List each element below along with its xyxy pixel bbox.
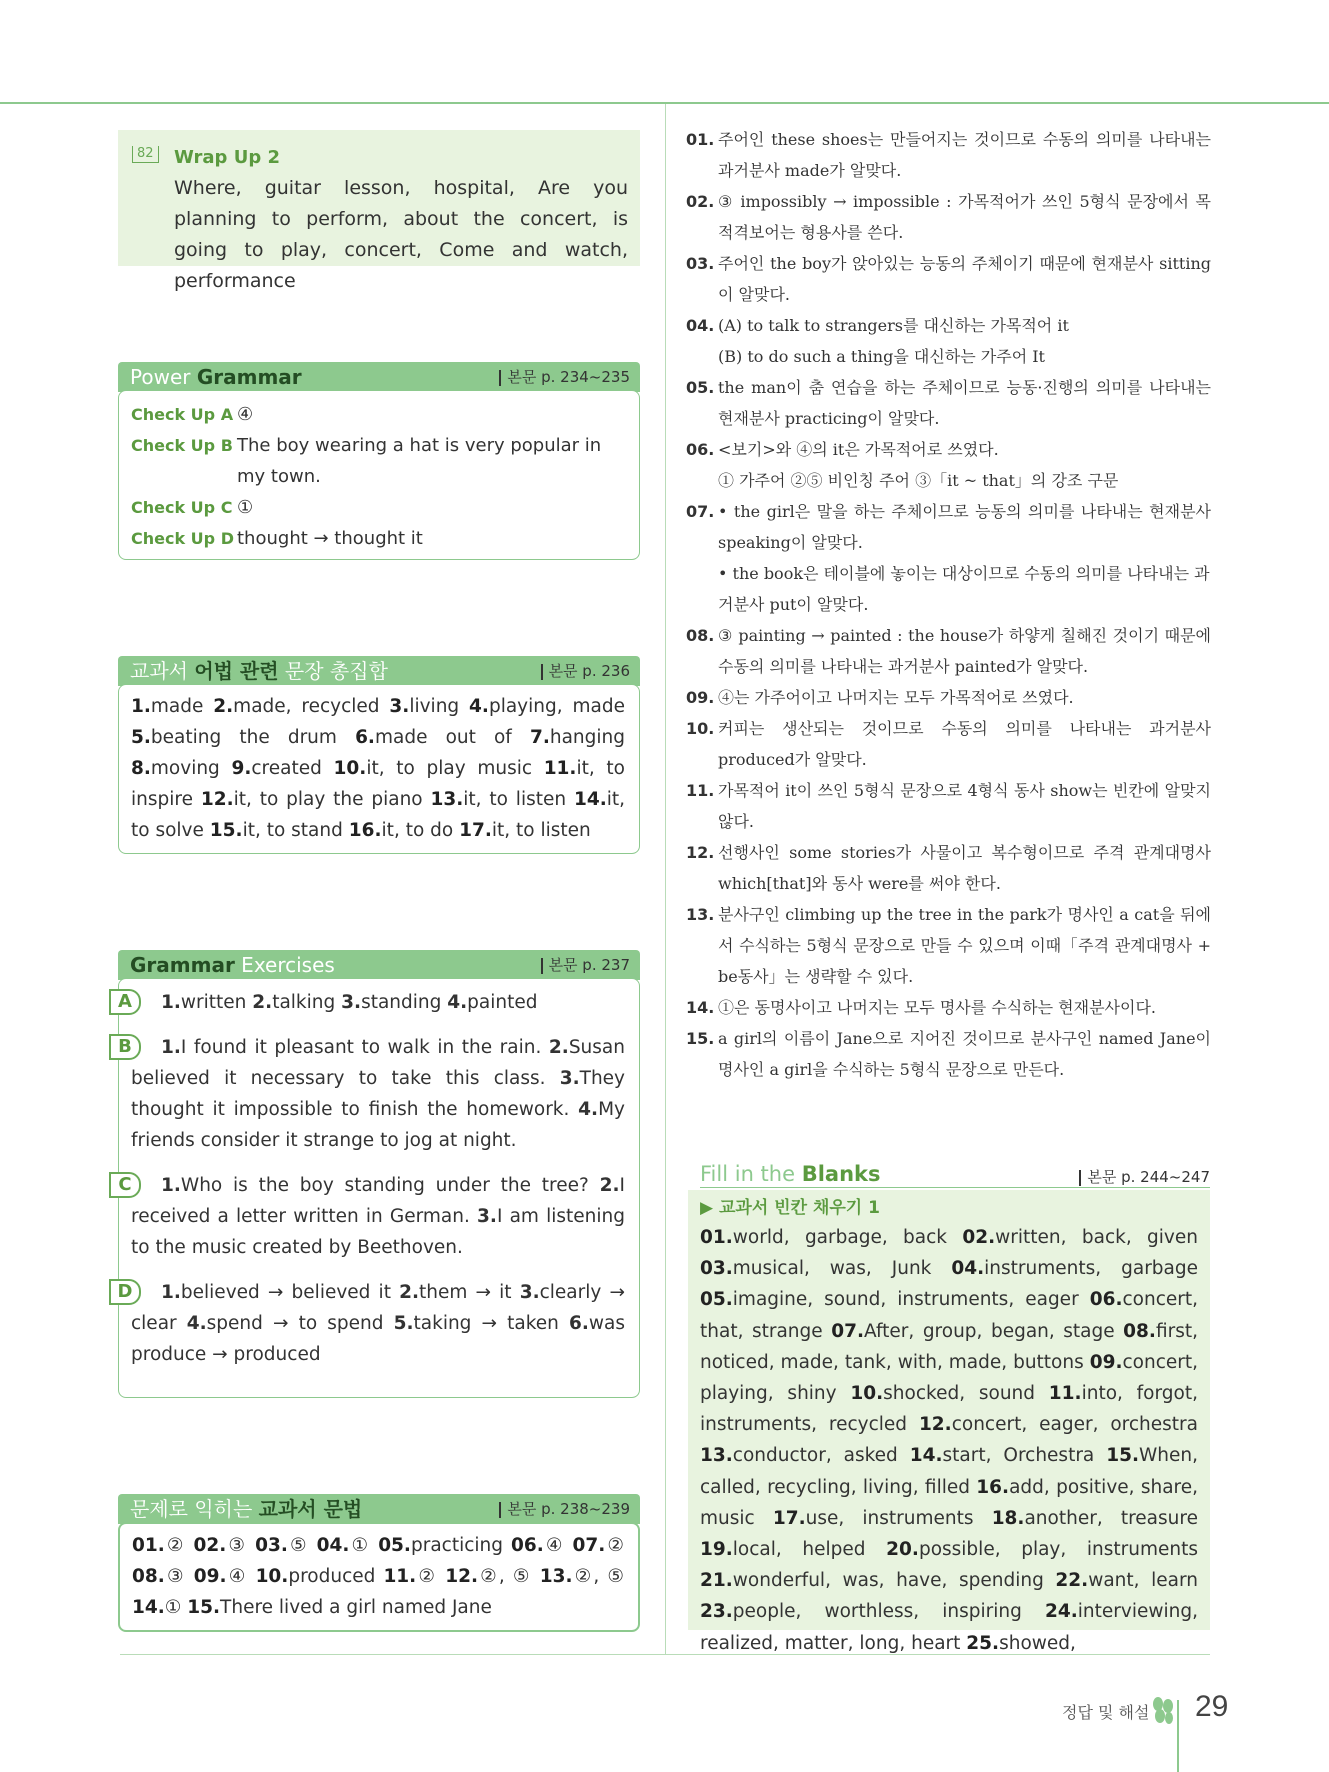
answer-number: 24. bbox=[1045, 1601, 1078, 1623]
answer-text: taking → taken bbox=[413, 1313, 559, 1334]
answer-number: 20. bbox=[886, 1539, 919, 1561]
explanation-item bbox=[686, 1023, 1211, 1085]
answer-text: ⑤ bbox=[287, 1535, 309, 1556]
wrap-up-text: Where, guitar lesson, hospital, Are you planning to perform, about the concert, is going to play, concert, Come and watch, performance bbox=[174, 177, 628, 292]
answer-text: imagine, sound, instruments, eager bbox=[732, 1289, 1079, 1311]
explanation-number: 04. bbox=[686, 316, 715, 335]
answer-number: 4. bbox=[578, 1099, 599, 1120]
page-number: 29 bbox=[1195, 1690, 1229, 1723]
header-title-a: 교과서 bbox=[130, 659, 195, 683]
problem-grammar-box bbox=[118, 1522, 640, 1632]
header-title-a: Power bbox=[130, 365, 197, 389]
explanation-text: 주어인 these shoes는 만들어지는 것이므로 수동의 의미를 나타내는 과거분사 made가 알맞다. bbox=[718, 130, 1211, 180]
subtitle-text: 교과서 빈칸 채우기 1 bbox=[719, 1198, 880, 1218]
answer-number: 15. bbox=[209, 820, 243, 841]
answer-text: people, worthless, inspiring bbox=[732, 1601, 1022, 1623]
answer-number: 10. bbox=[333, 758, 367, 779]
answer-number: 03. bbox=[255, 1535, 288, 1556]
badge-d: D bbox=[109, 1279, 141, 1305]
answer-text: ② bbox=[605, 1535, 624, 1556]
answer-number: 6. bbox=[355, 727, 375, 748]
answer-number: 8. bbox=[131, 758, 151, 779]
explanation-text: ④는 가주어이고 나머지는 모두 가목적어로 쓰였다. bbox=[718, 688, 1074, 707]
answer-number: 21. bbox=[700, 1570, 733, 1592]
answer-number: 08. bbox=[132, 1566, 165, 1587]
explanation-number: 06. bbox=[686, 440, 715, 459]
answer-text: Susan believed it necessary to take this class. bbox=[131, 1037, 625, 1089]
answer-number: 5. bbox=[393, 1313, 414, 1334]
answer-number: 4. bbox=[447, 992, 468, 1013]
answer-number: 3. bbox=[389, 696, 410, 717]
answer-number: 25. bbox=[966, 1632, 1000, 1654]
answer-number: 02. bbox=[193, 1535, 227, 1556]
explanation-text: • the girl은 말을 하는 주체이므로 능동의 의미를 나타내는 현재분사 speaking이 알맞다. bbox=[718, 502, 1211, 552]
answer-number: 13. bbox=[539, 1566, 573, 1587]
explanation-item bbox=[686, 837, 1211, 899]
fill-blanks-answers bbox=[700, 1222, 1198, 1659]
answer-text: believed → believed it bbox=[180, 1282, 391, 1303]
answer-text: hanging bbox=[549, 727, 625, 748]
header-title-b: Blanks bbox=[801, 1162, 881, 1186]
answer-number: 14. bbox=[573, 789, 607, 810]
answer-text: My friends consider it strange to jog at night. bbox=[131, 1099, 625, 1151]
answer-text: ① bbox=[164, 1597, 182, 1618]
answer-text: painted bbox=[467, 992, 538, 1013]
answer-text: ④ bbox=[226, 1566, 248, 1587]
check-up-label: Check Up D bbox=[131, 529, 234, 548]
textbook-grammar-answers bbox=[119, 685, 639, 854]
explanations-list bbox=[686, 124, 1211, 1085]
answer-text: ②, ⑤ bbox=[478, 1566, 532, 1587]
answer-number: 10. bbox=[255, 1566, 289, 1587]
answer-number: 08. bbox=[1123, 1320, 1156, 1342]
explanation-item bbox=[686, 248, 1211, 310]
explanation-number: 05. bbox=[686, 378, 715, 397]
explanation-item bbox=[686, 713, 1211, 775]
answer-text: showed, bbox=[999, 1632, 1076, 1654]
answer-text: was produce → produced bbox=[131, 1313, 625, 1365]
answer-text: created bbox=[251, 758, 322, 779]
explanation-number: 14. bbox=[686, 998, 715, 1017]
answer-number: 04. bbox=[316, 1535, 350, 1556]
explanation-number: 08. bbox=[686, 626, 715, 645]
header-title-b: Grammar bbox=[196, 365, 302, 389]
answer-number: 1. bbox=[161, 1282, 181, 1303]
answer-text: living bbox=[409, 696, 460, 717]
answer-text: ① bbox=[349, 1535, 371, 1556]
answer-text: ②, ⑤ bbox=[572, 1566, 624, 1587]
answer-text: into, forgot, instruments, recycled bbox=[700, 1383, 1198, 1436]
explanation-item bbox=[686, 310, 1211, 341]
answer-number: 15. bbox=[1106, 1445, 1139, 1467]
exercise-a bbox=[119, 987, 639, 1018]
answer-number: 11. bbox=[543, 758, 577, 779]
explanation-text: the man이 춤 연습을 하는 주체이므로 능동·진행의 의미를 나타내는 현재분사 practicing이 알맞다. bbox=[718, 378, 1211, 428]
check-up-label: Check Up C bbox=[131, 498, 233, 517]
answer-number: 14. bbox=[909, 1445, 943, 1467]
answer-number: 07. bbox=[572, 1535, 606, 1556]
answer-text: concert, playing, shiny bbox=[700, 1351, 1198, 1405]
header-title-b: 교과서 문법 bbox=[258, 1497, 363, 1521]
explanation-number: 09. bbox=[686, 688, 715, 707]
answer-text: want, learn bbox=[1088, 1570, 1198, 1592]
answer-number: 22. bbox=[1055, 1570, 1089, 1592]
check-up-row bbox=[131, 399, 625, 430]
answer-number: 06. bbox=[1089, 1289, 1123, 1311]
explanation-number: 10. bbox=[686, 719, 715, 738]
answer-number: 12. bbox=[445, 1566, 478, 1587]
fill-blanks-header bbox=[700, 1162, 1210, 1188]
answer-text: use, instruments bbox=[805, 1507, 974, 1529]
header-title-a: 문제로 익히는 bbox=[130, 1497, 259, 1521]
textbook-grammar-box bbox=[118, 684, 640, 854]
answer-number: 12. bbox=[918, 1414, 952, 1436]
answer-text: concert, eager, orchestra bbox=[951, 1414, 1198, 1436]
answer-text: talking bbox=[272, 992, 336, 1013]
answer-text: I found it pleasant to walk in the rain. bbox=[180, 1037, 542, 1058]
answer-number: 07. bbox=[831, 1320, 864, 1342]
answer-number: 04. bbox=[951, 1258, 985, 1280]
answer-text: world, garbage, back bbox=[732, 1227, 948, 1248]
explanation-number: 03. bbox=[686, 254, 715, 273]
textbook-grammar-header bbox=[118, 656, 640, 686]
answer-number: 9. bbox=[231, 758, 252, 779]
answer-number: 2. bbox=[213, 696, 234, 717]
leaf-icon bbox=[1150, 1696, 1176, 1726]
check-up-label: Check Up B bbox=[131, 436, 233, 455]
explanation-text: 선행사인 some stories가 사물이고 복수형이므로 주격 관계대명사 which[that]와 동사 were를 써야 한다. bbox=[718, 843, 1211, 893]
explanation-item bbox=[686, 496, 1211, 558]
answer-number: 15. bbox=[187, 1597, 221, 1618]
explanation-text: ③ impossibly → impossible : 가목적어가 쓰인 5형식 문장에서 목적격보어는 형용사를 쓴다. bbox=[718, 192, 1211, 242]
answer-number: 13. bbox=[430, 789, 464, 810]
footer-rule bbox=[1177, 1700, 1179, 1772]
answer-text: I received a letter written in German. bbox=[131, 1175, 625, 1227]
answer-number: 3. bbox=[477, 1206, 497, 1227]
answer-number: 3. bbox=[341, 992, 362, 1013]
answer-text: start, Orchestra bbox=[942, 1445, 1095, 1467]
explanation-item bbox=[686, 899, 1211, 992]
explanation-item bbox=[686, 372, 1211, 434]
header-title-a: Grammar bbox=[130, 953, 235, 977]
explanation-number: 07. bbox=[686, 502, 715, 521]
answer-number: 02. bbox=[962, 1227, 996, 1248]
page-ref: 본문 p. 244~247 bbox=[1079, 1166, 1210, 1187]
answer-text: moving bbox=[150, 758, 220, 779]
answer-number: 03. bbox=[700, 1258, 733, 1280]
answer-text: conductor, asked bbox=[732, 1445, 898, 1467]
answer-number: 4. bbox=[186, 1313, 207, 1334]
answer-number: 17. bbox=[772, 1507, 806, 1529]
answer-text: it, to do bbox=[381, 820, 454, 841]
check-up-answer: thought → thought it bbox=[237, 528, 423, 549]
answer-text: I am listening to the music created by Beethoven. bbox=[131, 1206, 625, 1258]
answer-number: 16. bbox=[976, 1476, 1010, 1498]
answer-text: Who is the boy standing under the tree? bbox=[180, 1175, 589, 1196]
answer-text: it, to inspire bbox=[131, 758, 625, 810]
answer-number: 1. bbox=[161, 1175, 181, 1196]
check-up-row bbox=[131, 523, 625, 554]
explanation-number: 13. bbox=[686, 905, 715, 924]
check-up-answer: ④ bbox=[237, 404, 254, 425]
wrap-up-box bbox=[118, 130, 640, 292]
answer-number: 6. bbox=[568, 1313, 589, 1334]
answer-number: 3. bbox=[519, 1282, 540, 1303]
answer-text: it, to stand bbox=[242, 820, 343, 841]
answer-number: 01. bbox=[700, 1227, 733, 1248]
page-ref: 본문 p. 238~239 bbox=[499, 1494, 630, 1524]
answer-text: beating the drum bbox=[150, 727, 337, 748]
answer-text: clearly → clear bbox=[131, 1282, 625, 1334]
answer-text: There lived a girl named Jane bbox=[220, 1597, 492, 1618]
answer-text: ② bbox=[164, 1535, 186, 1556]
answer-text: instruments, garbage bbox=[984, 1258, 1199, 1280]
answer-number: 05. bbox=[700, 1289, 733, 1311]
explanation-item bbox=[686, 434, 1211, 465]
page-ref: 본문 p. 234~235 bbox=[499, 362, 630, 392]
answer-number: 17. bbox=[459, 820, 492, 841]
answer-text: ② bbox=[416, 1566, 438, 1587]
wrap-up-number: 82 bbox=[132, 146, 159, 163]
explanation-number: 02. bbox=[686, 192, 715, 211]
explanation-item bbox=[686, 682, 1211, 713]
explanation-item bbox=[686, 775, 1211, 837]
explanation-item bbox=[686, 124, 1211, 186]
answer-text: add, positive, share, music bbox=[700, 1476, 1198, 1529]
answer-number: 12. bbox=[200, 789, 234, 810]
answer-number: 2. bbox=[599, 1175, 620, 1196]
wrap-up-title: Wrap Up 2 bbox=[174, 147, 281, 168]
answer-number: 01. bbox=[132, 1535, 165, 1556]
answer-text: playing, made bbox=[488, 696, 625, 717]
explanation-text: 분사구인 climbing up the tree in the park가 명사인 a cat을 뒤에서 수식하는 5형식 문장으로 만들 수 있으며 이때「주격 관계대명사 + be동사」는 생략할 수 있다. bbox=[718, 905, 1211, 986]
explanation-item bbox=[686, 992, 1211, 1023]
answer-number: 09. bbox=[193, 1566, 227, 1587]
fill-blanks-subtitle: ▶ 교과서 빈칸 채우기 1 bbox=[700, 1198, 880, 1218]
answer-text: made, recycled bbox=[233, 696, 380, 717]
header-title-b: 어법 관련 bbox=[194, 659, 279, 683]
answer-text: After, group, began, stage bbox=[863, 1320, 1115, 1342]
explanation-number: 01. bbox=[686, 130, 715, 149]
power-grammar-header bbox=[118, 362, 640, 392]
answer-number: 11. bbox=[1048, 1383, 1082, 1405]
answer-number: 16. bbox=[348, 820, 382, 841]
answer-number: 05. bbox=[378, 1535, 411, 1556]
answer-text: When, called, recycling, living, filled bbox=[700, 1445, 1199, 1498]
grammar-exercises-header bbox=[118, 950, 640, 980]
exercise-d bbox=[119, 1277, 639, 1370]
explanation-subline: ① 가주어 ②⑤ 비인칭 주어 ③「it ~ that」의 강조 구문 bbox=[718, 471, 1119, 490]
answer-text: made bbox=[150, 696, 204, 717]
answer-number: 10. bbox=[850, 1383, 884, 1405]
answer-text: it, to play the piano bbox=[233, 789, 423, 810]
answer-number: 13. bbox=[700, 1445, 733, 1467]
explanation-text: <보기>와 ④의 it은 가목적어로 쓰였다. bbox=[718, 440, 999, 459]
answer-number: 14. bbox=[132, 1597, 165, 1618]
answer-number: 2. bbox=[399, 1282, 419, 1303]
page-ref: 본문 p. 237 bbox=[541, 950, 630, 980]
answer-text: ④ bbox=[543, 1535, 565, 1556]
answer-text: shocked, sound bbox=[883, 1383, 1036, 1405]
grammar-exercises-box bbox=[118, 978, 640, 1398]
header-title-c: 문장 총집합 bbox=[278, 659, 388, 683]
answer-number: 5. bbox=[131, 727, 151, 748]
answer-text: it, to listen bbox=[463, 789, 567, 810]
answer-text: written, back, given bbox=[995, 1227, 1198, 1248]
answer-number: 09. bbox=[1089, 1351, 1123, 1373]
badge-c: C bbox=[109, 1172, 141, 1198]
answer-text: wonderful, was, have, spending bbox=[732, 1570, 1044, 1592]
exercise-b bbox=[119, 1032, 639, 1156]
explanation-text: 가목적어 it이 쓰인 5형식 문장으로 4형식 동사 show는 빈칸에 알맞지 않다. bbox=[718, 781, 1211, 831]
answer-number: 19. bbox=[700, 1539, 733, 1561]
check-up-answer: The boy wearing a hat is very popular in my town. bbox=[237, 435, 602, 487]
check-up-answer: ① bbox=[237, 497, 254, 518]
answer-text: concert, that, strange bbox=[700, 1289, 1198, 1342]
answer-number: 06. bbox=[510, 1535, 544, 1556]
answer-text: local, helped bbox=[732, 1539, 866, 1561]
answer-text: them → it bbox=[419, 1282, 512, 1303]
answer-number: 1. bbox=[161, 1037, 181, 1058]
answer-number: 1. bbox=[161, 992, 181, 1013]
problem-grammar-answers bbox=[120, 1524, 638, 1631]
badge-a: A bbox=[109, 989, 141, 1015]
answer-text: standing bbox=[361, 992, 442, 1013]
problem-grammar-header bbox=[118, 1494, 640, 1524]
explanation-number: 15. bbox=[686, 1029, 715, 1048]
explanation-subline: • the book은 테이블에 놓이는 대상이므로 수동의 의미를 나타내는 과거분사 put이 알맞다. bbox=[718, 564, 1210, 614]
answer-number: 18. bbox=[991, 1507, 1025, 1529]
explanation-text: (A) to talk to strangers를 대신하는 가목적어 it bbox=[718, 316, 1069, 335]
footer-label: 정답 및 해설 bbox=[1062, 1703, 1150, 1722]
answer-text: practicing bbox=[410, 1535, 503, 1556]
answer-text: made out of bbox=[374, 727, 512, 748]
fill-blanks-box bbox=[688, 1190, 1210, 1654]
answer-text: interviewing, realized, matter, long, heart bbox=[700, 1601, 1198, 1654]
answer-number: 2. bbox=[548, 1037, 569, 1058]
header-title-b: Exercises bbox=[234, 953, 335, 977]
answer-text: ③ bbox=[164, 1566, 186, 1587]
explanation-text: a girl의 이름이 Jane으로 지어진 것이므로 분사구인 named Jane이 명사인 a girl을 수식하는 5형식 문장으로 만든다. bbox=[718, 1029, 1211, 1079]
explanation-text: ③ painting → painted : the house가 하얗게 칠해진 것이기 때문에 수동의 의미를 나타내는 과거분사 painted가 알맞다. bbox=[718, 626, 1211, 676]
explanation-item bbox=[686, 620, 1211, 682]
answer-text: possible, play, instruments bbox=[918, 1539, 1199, 1561]
exercise-c bbox=[119, 1170, 639, 1263]
answer-number: 2. bbox=[252, 992, 273, 1013]
answer-number: 23. bbox=[700, 1601, 733, 1623]
answer-text: it, to listen bbox=[491, 820, 591, 841]
page-ref: 본문 p. 236 bbox=[541, 656, 630, 686]
answer-text: musical, was, Junk bbox=[732, 1258, 932, 1280]
answer-text: it, to solve bbox=[131, 789, 626, 841]
check-up-row bbox=[131, 492, 625, 523]
answer-text: spend → to spend bbox=[206, 1313, 384, 1334]
answer-number: 1. bbox=[131, 696, 151, 717]
explanation-text: 주어인 the boy가 앉아있는 능동의 주체이기 때문에 현재분사 sitting이 알맞다. bbox=[718, 254, 1211, 304]
explanation-text: ①은 동명사이고 나머지는 모두 명사를 수식하는 현재분사이다. bbox=[718, 998, 1157, 1017]
answer-text: They thought it impossible to finish the homework. bbox=[131, 1068, 625, 1120]
badge-b: B bbox=[109, 1034, 141, 1060]
explanation-subline: (B) to do such a thing을 대신하는 가주어 It bbox=[718, 347, 1045, 366]
explanation-number: 11. bbox=[686, 781, 715, 800]
header-title-a: Fill in the bbox=[700, 1162, 802, 1186]
answer-text: produced bbox=[288, 1566, 376, 1587]
explanation-number: 12. bbox=[686, 843, 715, 862]
column-divider bbox=[665, 104, 666, 1654]
answer-number: 3. bbox=[559, 1068, 580, 1089]
answer-number: 11. bbox=[383, 1566, 417, 1587]
answer-text: another, treasure bbox=[1024, 1507, 1198, 1529]
power-grammar-box bbox=[118, 390, 640, 560]
answer-text: it, to play music bbox=[366, 758, 533, 779]
answer-text: first, noticed, made, tank, with, made, buttons bbox=[700, 1320, 1198, 1373]
answer-number: 7. bbox=[529, 727, 550, 748]
explanation-text: 커피는 생산되는 것이므로 수동의 의미를 나타내는 과거분사 produced가 알맞다. bbox=[718, 719, 1211, 769]
explanation-item bbox=[686, 186, 1211, 248]
check-up-label: Check Up A bbox=[131, 405, 234, 424]
answer-text: written bbox=[180, 992, 247, 1013]
check-up-row bbox=[131, 430, 625, 492]
answer-text: ③ bbox=[226, 1535, 248, 1556]
answer-number: 4. bbox=[469, 696, 489, 717]
